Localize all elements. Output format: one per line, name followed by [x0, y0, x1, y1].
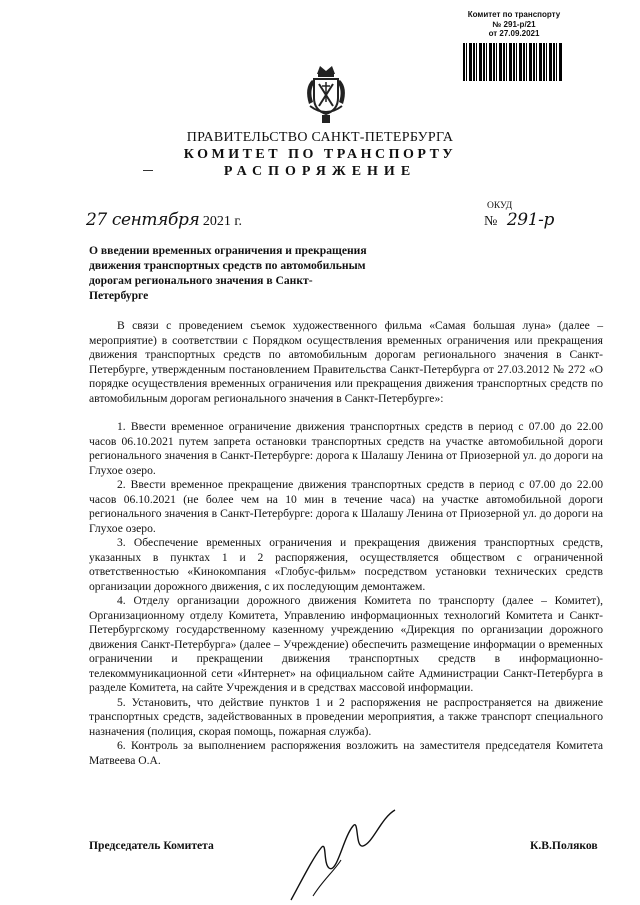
body-item-4: 4. Отделу организации дорожного движения Комитета по транспорту (далее – Комитет), Организационному отделу Комитета, Управлению информационных технологий Комитета и Санкт-Петербургскому государственному казенному учреждению «Дирекция по организации дорожного движения Санкт-Петербурга» (далее – Учреждение) обеспечить размещение информации о временных ограничении и прекращении движения транспортных средств в информационно-телекоммуникационной сети «Интернет» на официальном сайте Администрации Санкт-Петербурга в разделе Комитета, на сайте Учреждения и в средствах массовой информации.: [89, 594, 603, 694]
stamp-date: от 27.09.2021: [488, 29, 540, 38]
document-year: 2021 г.: [202, 214, 242, 229]
stamp-number: № 291-р/21: [492, 19, 536, 29]
body-item-3: 3. Обеспечение временных ограничения и прекращения движения транспортных средств, указанных в пунктах 1 и 2 распоряжения, осуществляется обществом с ограниченной ответственностью «Кинокомпания «Глобус-фильм» посредством установки технических средств организации дорожного движения, с их последующим демонтажем.: [89, 536, 603, 593]
document-title: О введении временных ограничения и прекращения движения транспортных средств по автомобильным дорогам регионального значения в Санкт-Петербурге: [89, 244, 367, 302]
committee-name: КОМИТЕТ ПО ТРАНСПОРТУ: [183, 147, 457, 162]
number-label: №: [484, 214, 498, 229]
body-item-2: 2. Ввести временное прекращение движения транспортных средств в период с 07.00 до 22.00 часов 06.10.2021 (не более чем на 10 мин в течение часа) на участке автомобильной дороги регионального значения в Санкт-Петербурге: дорога к Шалашу Ленина от Приозерной ул. до дороги на Глухое озеро.: [89, 478, 603, 535]
handwritten-number: 291-р: [506, 210, 554, 230]
document-number: [484, 210, 554, 230]
signatory-name: К.В.Поляков: [530, 839, 598, 852]
document-type: РАСПОРЯЖЕНИЕ: [223, 164, 417, 179]
header: [0, 130, 640, 180]
body-item-6: 6. Контроль за выполнением распоряжения возложить на заместителя председателя Комитета Матвеева О.А.: [89, 739, 603, 767]
okud-label: ОКУД: [487, 201, 513, 211]
handwritten-signature-icon: [283, 808, 403, 903]
body-intro: В связи с проведением съемок художественного фильма «Самая большая луна» (далее – мероприятие) в соответствии с Порядком осуществления временных ограничения или прекращения движения транспортных средств по автомобильным дорогам регионального значения в Санкт-Петербурге, утвержденным постановлением Правительства Санкт-Петербурга от 27.03.2012 № 272 «О порядке осуществления временных ограничения или прекращения движения транспортных средств по автомобильным дорогам регионального значения в Санкт-Петербурге»:: [89, 319, 603, 405]
document-date: [86, 210, 242, 230]
stamp-committee: Комитет по транспорту: [467, 10, 561, 19]
barcode-icon: [463, 43, 563, 81]
government-name: ПРАВИТЕЛЬСТВО САНКТ-ПЕТЕРБУРГА: [186, 130, 454, 145]
registration-stamp: [450, 10, 578, 39]
margin-mark: [143, 170, 153, 171]
body-item-5: 5. Установить, что действие пунктов 1 и 2 распоряжения не распространяется на движение транспортных средств, задействованных в проведении мероприятия, а также транспорт специального назначения (полиция, скорая помощь, пожарная служба).: [89, 695, 603, 738]
handwritten-date: 27 сентября: [86, 210, 200, 230]
coat-of-arms-icon: [300, 62, 352, 126]
signatory-title: Председатель Комитета: [89, 839, 214, 852]
document-body: [89, 319, 603, 768]
body-item-1: 1. Ввести временное ограничение движения транспортных средств в период с 07.00 до 22.00 часов 06.10.2021 путем запрета остановки транспортных средств на участке автомобильной дороги регионального значения в Санкт-Петербурге: дорога к Шалашу Ленина от Приозерной ул. до дороги на Глухое озеро.: [89, 420, 603, 477]
